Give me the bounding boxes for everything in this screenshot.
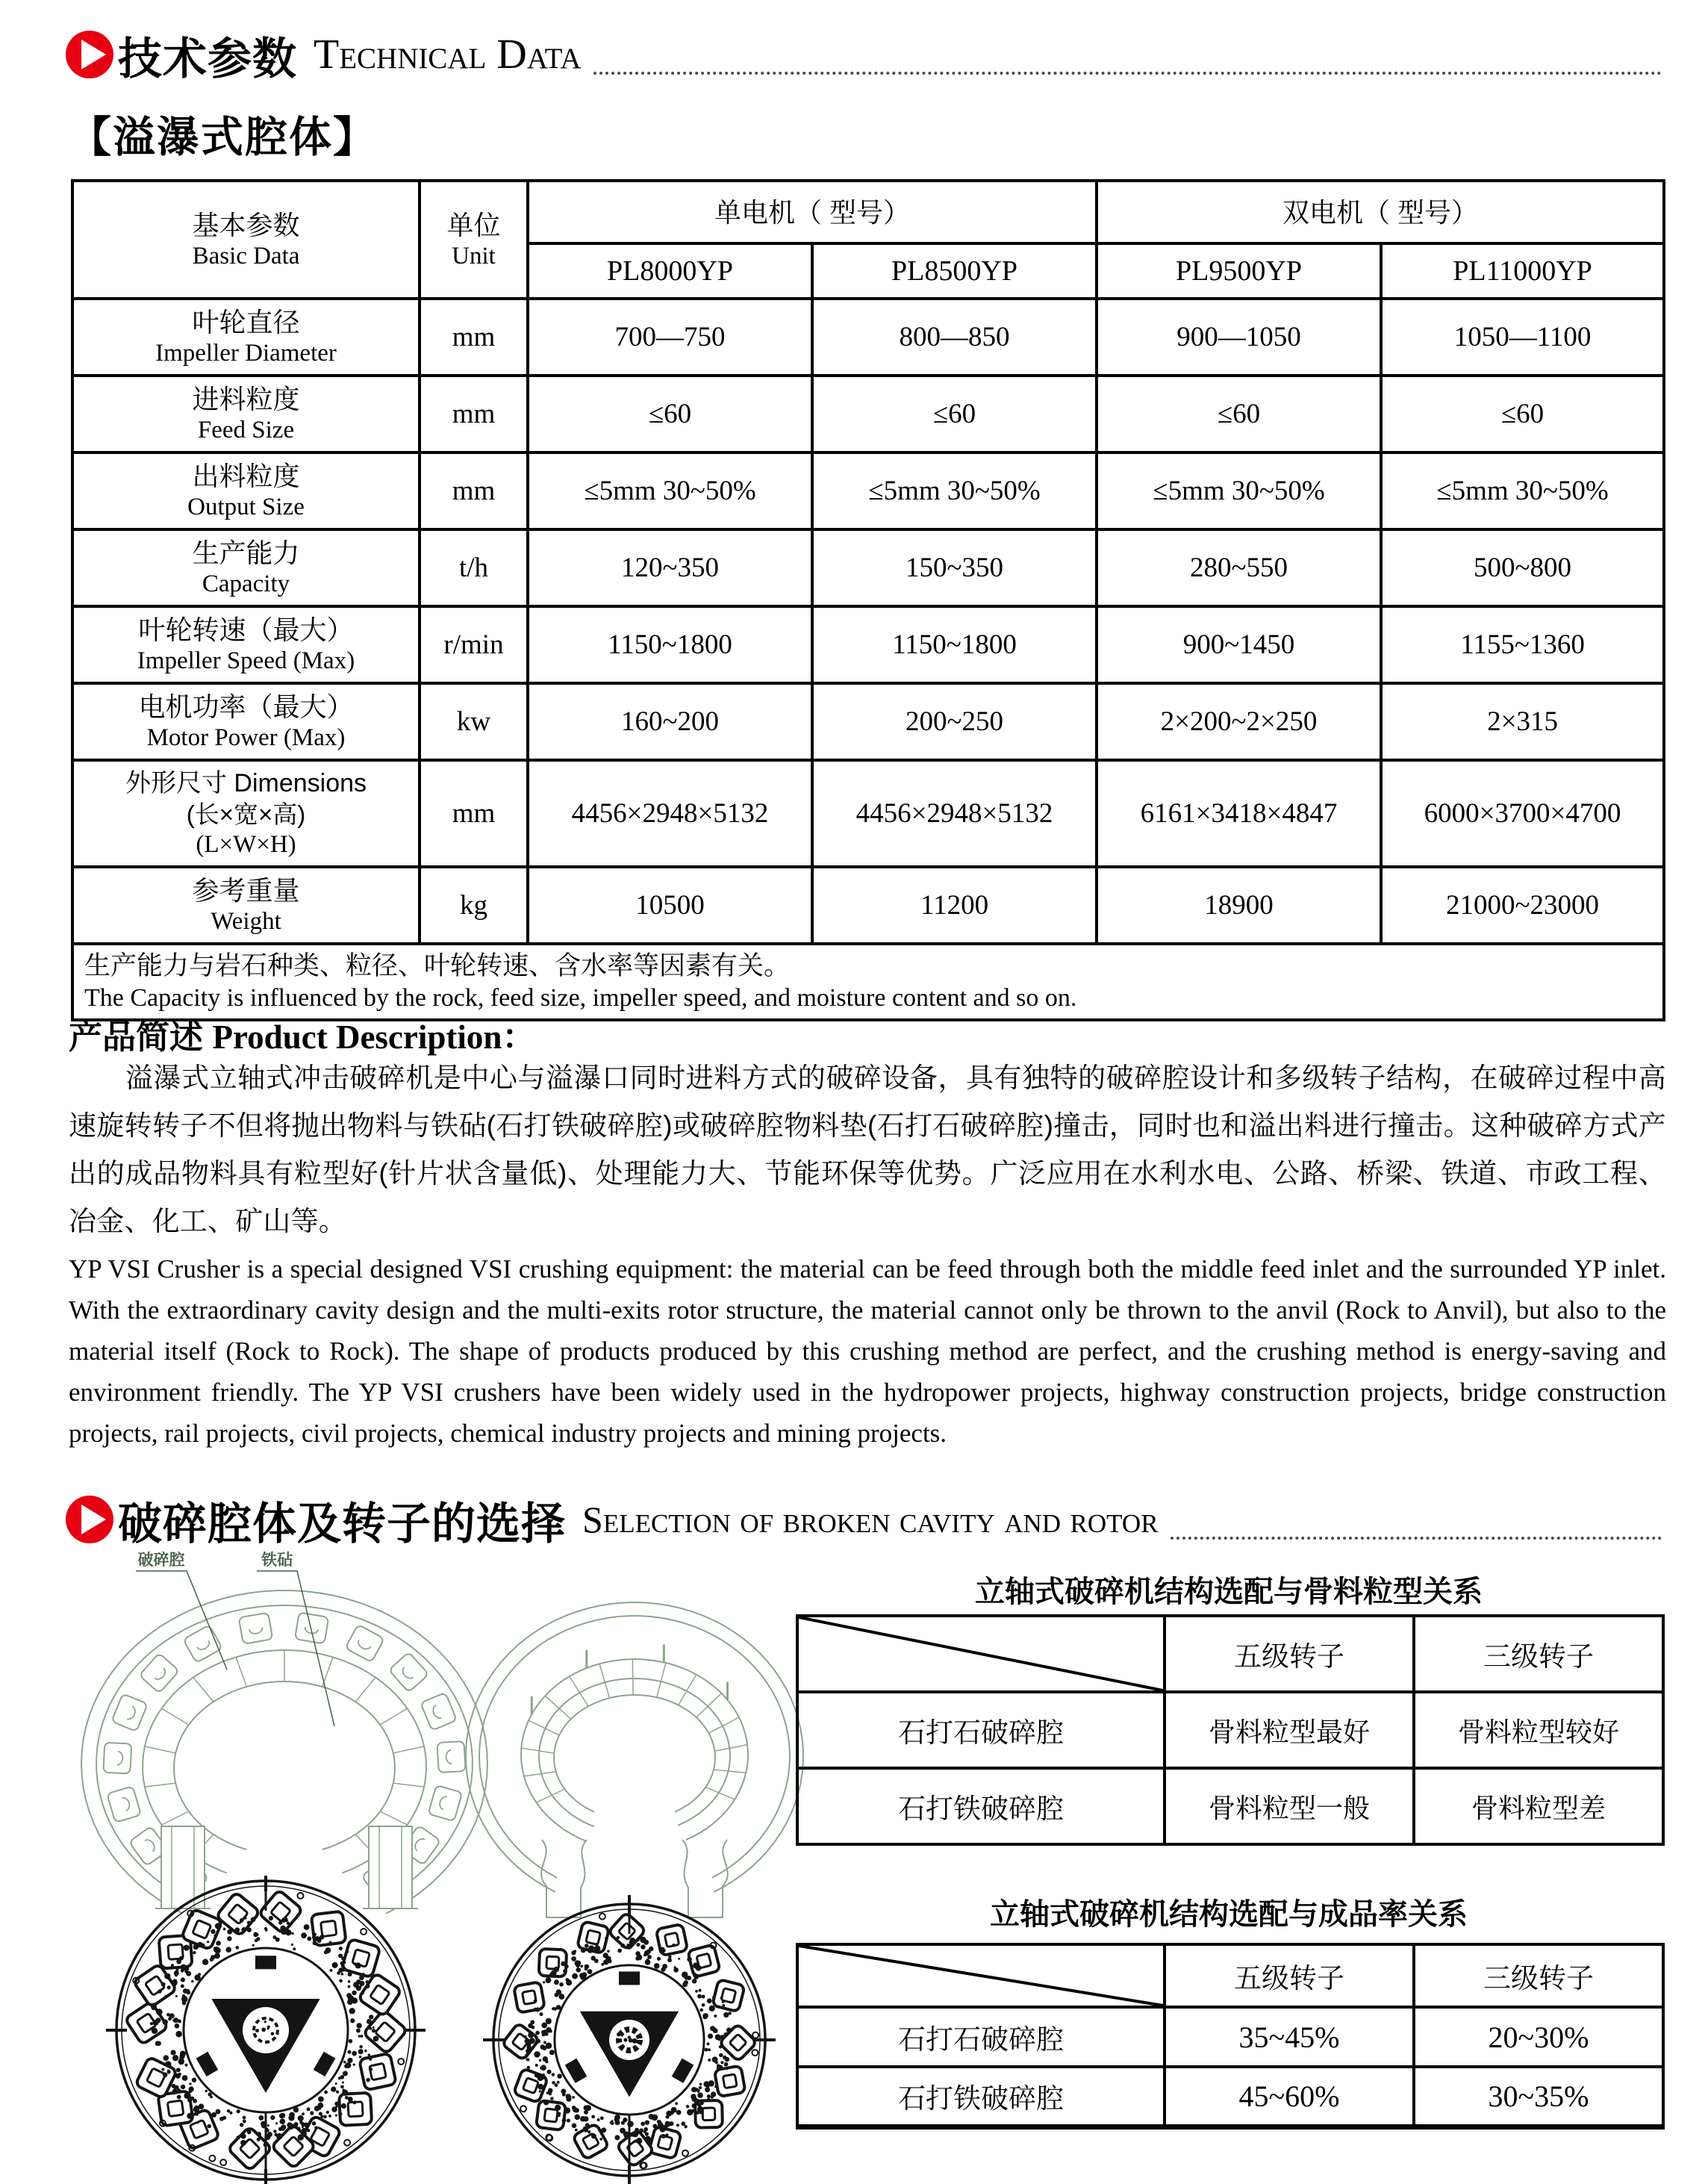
cell-value: 4456×2948×5132 [812, 760, 1097, 867]
capacity-note: 生产能力与岩石种类、粒径、叶轮转速、含水率等因素有关。 The Capacity is influenced by the rock, feed size, impeller speed, and moisture content and so on. [72, 944, 1664, 1020]
cell-value: ≤5mm 30~50% [1097, 452, 1381, 529]
row-unit: kw [420, 683, 528, 760]
product-description-paragraph-en: YP VSI Crusher is a special designed VSI crushing equipment: the material can be feed through both the middle feed inlet and the surrounded YP inlet. With the extraordinary cavity design and the multi-exits rotor structure, the material cannot only be thrown to the anvil (Rock to Anvil), but also to the material itself (Rock to Rock). The shape of products produced by this crushing method are perfect, and the crushing method is energy-saving and environment friendly. The YP VSI crushers have been widely used in the hydropower projects, highway construction projects, bridge construction projects, rail projects, civil projects, chemical industry projects and mining projects. [69, 1254, 1666, 1448]
cell-value: 120~350 [528, 529, 812, 606]
row-unit: kg [420, 867, 528, 944]
spec-corner-cell [72, 181, 420, 299]
selection-table2-title: 立轴式破碎机结构选配与成品率关系 [990, 1898, 1468, 1931]
row-label: 叶轮转速（最大） Impeller Speed (Max) [72, 606, 420, 683]
model-name: PL8000YP [528, 243, 812, 299]
table-row [72, 376, 1664, 452]
row-unit: mm [420, 452, 528, 529]
unit-zh: 单位 [446, 209, 501, 240]
pd-heading-zh: 产品简述 [69, 1018, 204, 1056]
cell-value: ≤5mm 30~50% [812, 452, 1097, 529]
cell-value: 6000×3700×4700 [1381, 760, 1664, 867]
table-row [72, 452, 1664, 529]
column-header: 三级转子 [1414, 1616, 1663, 1692]
column-header: 五级转子 [1165, 1616, 1414, 1692]
cell-value: 700—750 [528, 299, 812, 376]
cell-value: 20~30% [1414, 2007, 1663, 2067]
table-row [797, 1768, 1663, 1844]
section2-title-en: Selection of broken cavity and rotor [582, 1499, 1159, 1540]
dotted-leader-line [593, 72, 1662, 75]
spec-unit-cell [420, 181, 528, 299]
spec-header-row-groups [72, 181, 1664, 243]
cell-value: 6161×3418×4847 [1097, 760, 1381, 867]
cavity-diagram-rock-on-rock [461, 1578, 808, 1922]
section1-title-en: Technical Data [314, 31, 582, 78]
cell-value: 500~800 [1381, 529, 1664, 606]
cavity-diagram-rock-on-iron [49, 1549, 505, 1922]
selection-table-particle-shape [796, 1614, 1665, 1846]
row-unit: r/min [420, 606, 528, 683]
table-header-row [797, 1616, 1663, 1692]
row-label: 生产能力 Capacity [72, 529, 420, 606]
row-label: 进料粒度 Feed Size [72, 376, 420, 452]
cell-value: 900—1050 [1097, 299, 1381, 376]
cell-value: 18900 [1097, 867, 1381, 944]
cell-value: 1150~1800 [528, 606, 812, 683]
pd-heading-en: Product Description： [212, 1018, 536, 1056]
cell-value: 1150~1800 [812, 606, 1097, 683]
red-play-icon [66, 31, 113, 78]
single-motor-group-header: 单电机（ 型号） [528, 181, 1097, 243]
column-header: 三级转子 [1414, 1944, 1663, 2007]
rotor-diagram-right [460, 1895, 800, 2184]
cell-value: ≤60 [528, 376, 812, 452]
table-row [72, 529, 1664, 606]
cell-value: 280~550 [1097, 529, 1381, 606]
table-row [72, 606, 1664, 683]
row-label: 出料粒度 Output Size [72, 452, 420, 529]
cell-value: ≤60 [1381, 376, 1664, 452]
model-name: PL9500YP [1097, 243, 1381, 299]
cell-value: 30~35% [1414, 2067, 1663, 2127]
table-row [72, 683, 1664, 760]
rotor-diagram-left [66, 1876, 473, 2184]
section1-title-zh: 技术参数 [118, 34, 298, 84]
model-name: PL11000YP [1381, 243, 1664, 299]
table-row [72, 299, 1664, 376]
cell-value: 2×315 [1381, 683, 1664, 760]
row-unit: mm [420, 760, 528, 867]
cell-value: 骨料粒型最好 [1165, 1692, 1414, 1768]
diagonal-corner-cell [797, 1944, 1165, 2007]
table-row [797, 2007, 1663, 2067]
row-unit: mm [420, 376, 528, 452]
diagonal-line [799, 1617, 1163, 1690]
cell-value: 35~45% [1165, 2007, 1414, 2067]
cell-value: 11200 [812, 867, 1097, 944]
model-name: PL8500YP [812, 243, 1097, 299]
cell-value: 150~350 [812, 529, 1097, 606]
cell-value: 200~250 [812, 683, 1097, 760]
diagonal-line [799, 1946, 1163, 2006]
cell-value: 4456×2948×5132 [528, 760, 812, 867]
cell-value: 骨料粒型较好 [1414, 1692, 1663, 1768]
product-description-paragraph-zh: 溢瀑式立轴式冲击破碎机是中心与溢瀑口同时进料方式的破碎设备，具有独特的破碎腔设计和多级转子结构，在破碎过程中高速旋转转子不但将抛出物料与铁砧(石打铁破碎腔)或破碎腔物料垫(石打石破碎腔)撞击，同时也和溢出料进行撞击。这种破碎方式产出的成品物料具有粒型好(针片状含量低)、处理能力大、节能环保等优势。广泛应用在水利水电、公路、桥梁、铁道、市政工程、冶金、化工、矿山等。 [69, 1063, 1666, 1236]
row-label: 石打铁破碎腔 [797, 1768, 1165, 1844]
corner-zh: 基本参数 [192, 209, 300, 240]
table-note-row [72, 944, 1664, 1020]
cell-value: 骨料粒型一般 [1165, 1768, 1414, 1844]
selection-table1-title: 立轴式破碎机结构选配与骨料粒型关系 [975, 1575, 1483, 1608]
table-row [797, 1692, 1663, 1768]
cell-value: 2×200~2×250 [1097, 683, 1381, 760]
cell-value: 1050—1100 [1381, 299, 1664, 376]
cell-value: 1155~1360 [1381, 606, 1664, 683]
cell-value: ≤60 [812, 376, 1097, 452]
svg-text:破碎腔: 破碎腔 [137, 1552, 185, 1569]
table-row [797, 2067, 1663, 2127]
red-play-icon [66, 1496, 113, 1543]
section2-title-zh: 破碎腔体及转子的选择 [118, 1499, 567, 1549]
dotted-leader-line [1171, 1537, 1662, 1540]
table-row [72, 867, 1664, 944]
cavity-type-subtitle: 【溢瀑式腔体】 [69, 113, 377, 161]
cell-value: 800—850 [812, 299, 1097, 376]
diagonal-corner-cell [797, 1616, 1165, 1692]
product-description-heading [69, 1009, 535, 1058]
selection-table-yield-rate [796, 1943, 1665, 2129]
cell-value: 45~60% [1165, 2067, 1414, 2127]
row-unit: t/h [420, 529, 528, 606]
row-label: 电机功率（最大） Motor Power (Max) [72, 683, 420, 760]
diagram-area [43, 1546, 812, 2184]
cell-value: ≤5mm 30~50% [1381, 452, 1664, 529]
row-label: 石打石破碎腔 [797, 1692, 1165, 1768]
cell-value: 10500 [528, 867, 812, 944]
cell-value: 骨料粒型差 [1414, 1768, 1663, 1844]
row-label: 石打铁破碎腔 [797, 2067, 1165, 2127]
column-header: 五级转子 [1165, 1944, 1414, 2007]
cell-value: 160~200 [528, 683, 812, 760]
row-label: 外形尺寸 Dimensions (长×宽×高) (L×W×H) [72, 760, 420, 867]
row-label: 叶轮直径 Impeller Diameter [72, 299, 420, 376]
row-unit: mm [420, 299, 528, 376]
dual-motor-group-header: 双电机（ 型号） [1097, 181, 1664, 243]
spec-table [71, 179, 1665, 1021]
cell-value: 900~1450 [1097, 606, 1381, 683]
cell-value: 21000~23000 [1381, 867, 1664, 944]
row-label: 参考重量 Weight [72, 867, 420, 944]
cell-value: ≤60 [1097, 376, 1381, 452]
svg-text:铁砧: 铁砧 [261, 1552, 293, 1569]
table-header-row [797, 1944, 1663, 2007]
section-header-technical-data [66, 25, 1665, 84]
row-label: 石打石破碎腔 [797, 2007, 1165, 2067]
table-row-dimensions [72, 760, 1664, 867]
corner-en: Basic Data [192, 242, 300, 270]
cell-value: ≤5mm 30~50% [528, 452, 812, 529]
unit-en: Unit [452, 242, 496, 270]
section-header-selection [66, 1490, 1665, 1549]
